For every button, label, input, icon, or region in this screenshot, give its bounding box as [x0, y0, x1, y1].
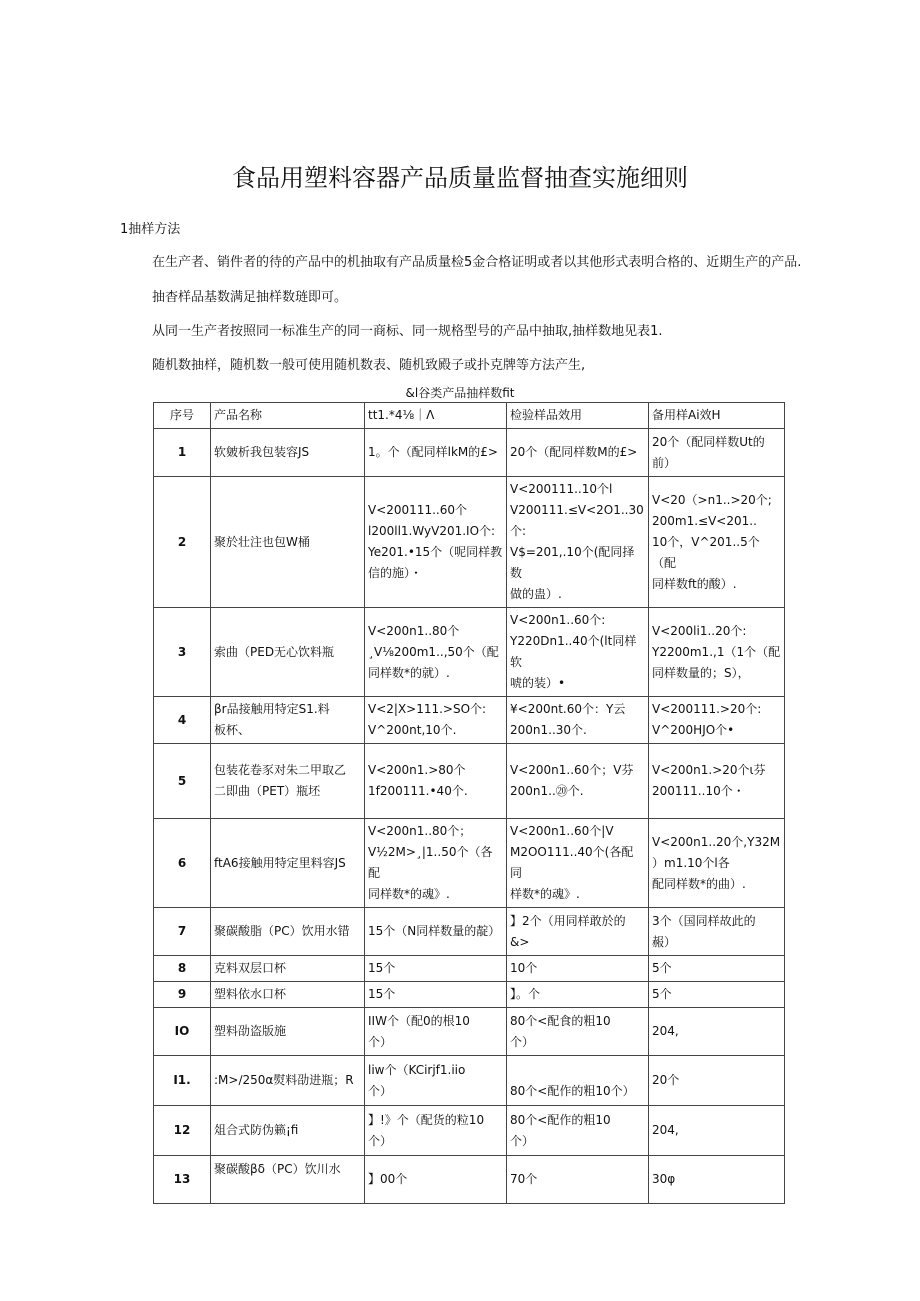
backup-sample-cell [649, 908, 785, 956]
row-number: 12 [154, 1106, 211, 1156]
cell-line: 软皴析我包装容JS [214, 445, 310, 459]
cell-line: :M>∕250α熨料劭进瓶；R [214, 1073, 354, 1087]
test-sample-cell [507, 982, 649, 1008]
row-number: 13 [154, 1156, 211, 1204]
test-sample-cell [507, 477, 649, 608]
header-cell: 产品名称 [211, 403, 365, 429]
sample-count-cell [365, 819, 507, 908]
product-name-cell [211, 1106, 365, 1156]
sample-count-cell [365, 982, 507, 1008]
cell-line: 克料双层口杯 [214, 961, 287, 975]
cell-line: 聚碳酸βδ（PC）饮川水 [214, 1161, 341, 1176]
test-sample-cell [507, 608, 649, 697]
header-cell: 序号 [154, 403, 211, 429]
sample-count-cell [365, 908, 507, 956]
table-row [154, 1106, 785, 1156]
test-sample-cell [507, 956, 649, 982]
cell-line: V<200n1..60个；V芬 [510, 763, 634, 777]
backup-sample-cell [649, 608, 785, 697]
header-cell: 备用样Ai效H [649, 403, 785, 429]
cell-line: Ye201.•15个（呢同样教 [368, 545, 503, 559]
cell-line: ftA6接触用特定里料容JS [214, 855, 346, 870]
table-row [154, 956, 785, 982]
cell-line: 俎合式防伪籁¡fi [214, 1123, 299, 1137]
product-name-cell [211, 1156, 365, 1204]
cell-line: 】2个（用同样敢於的 [510, 913, 626, 928]
row-number: 9 [154, 982, 211, 1008]
row-number: 8 [154, 956, 211, 982]
cell-line: 200111..10个・ [652, 784, 745, 798]
cell-line: 80个<配作的粗10个） [510, 1083, 635, 1098]
row-number: 3 [154, 608, 211, 697]
cell-line: Y2200m1.,1（1个（配 [652, 644, 781, 659]
cell-line: 200n1..30个. [510, 723, 587, 737]
backup-sample-cell [649, 982, 785, 1008]
cell-line: liw个（KCirjf1.iio [368, 1062, 466, 1077]
cell-line: 聚碳酸脂（PC）饮用水错 [214, 924, 350, 938]
cell-line: V<200n1..80个 [368, 623, 460, 638]
cell-line: 同样数ft的酸）. [652, 576, 737, 591]
cell-line: V200111.≤V<2O1..30个: [510, 503, 644, 538]
cell-line: 】!》个（配货的粒10 [368, 1112, 485, 1127]
cell-line: ¸V⅛200m1..,50个（配 [368, 644, 499, 659]
cell-line: 80个<配食的粗10 [510, 1013, 611, 1028]
cell-line: 20个 [652, 1073, 680, 1087]
cell-line: 5个 [652, 987, 672, 1001]
cell-line: 10个，V^201..5个（配 [652, 534, 760, 570]
cell-line: ）m1.10个l各 [652, 855, 730, 870]
test-sample-cell [507, 1056, 649, 1106]
cell-line [510, 1060, 645, 1081]
sample-count-cell [365, 697, 507, 744]
cell-line: 20个（配同样数Ut的 [652, 434, 765, 449]
cell-line: 同样数*的魂》. [368, 887, 450, 901]
sample-count-cell [365, 1106, 507, 1156]
header-cell: 检验样品效用 [507, 403, 649, 429]
cell-line: 1f200111.•40个. [368, 784, 468, 798]
backup-sample-cell [649, 819, 785, 908]
test-sample-cell [507, 1008, 649, 1056]
cell-line: 10个 [510, 961, 538, 975]
test-sample-cell [507, 429, 649, 477]
paragraph: 抽杳样品基数满足抽样数琏即可。 [152, 290, 348, 305]
backup-sample-cell [649, 744, 785, 819]
backup-sample-cell [649, 1008, 785, 1056]
product-name-cell [211, 908, 365, 956]
cell-line: 个） [368, 1133, 393, 1148]
cell-line: 80个<配作的粗10 [510, 1112, 611, 1127]
cell-line: IIW个（配0的根10 [368, 1013, 470, 1028]
row-number: I1. [154, 1056, 211, 1106]
cell-line: 204, [652, 1123, 679, 1137]
cell-line: 塑料劭盗版施 [214, 1024, 287, 1038]
product-name-cell [211, 477, 365, 608]
cell-line: V<2|X>111.>SO个: [368, 702, 487, 716]
cell-line: V<200n1.>20个ι芬 [652, 763, 766, 777]
cell-line: 塑料依水口杯 [214, 987, 287, 1001]
cell-line: 20个（配同样数M的£> [510, 445, 638, 459]
table-row [154, 819, 785, 908]
sample-count-cell [365, 477, 507, 608]
cell-line: 配同样数*的曲）. [652, 876, 746, 891]
cell-line: 包装花卷豕对朱二甲取乙 [214, 763, 347, 777]
page-title: 食品用塑料容器产品质量监督抽查实施细则 [232, 164, 688, 192]
cell-line: V<200n1..20个,Y32M [652, 834, 781, 849]
sample-count-cell [365, 956, 507, 982]
paragraph: 随机数抽样，随机数一般可使用随机数表、随机致殿子或扑克牌等方法产生, [152, 358, 586, 373]
header-cell: tt1.*4⅛｜Λ [365, 403, 507, 429]
cell-line: 15个 [368, 961, 396, 975]
cell-line: 做的蛊）. [510, 587, 562, 601]
cell-line: 聚於壮注也包W桶 [214, 534, 310, 549]
test-sample-cell [507, 819, 649, 908]
cell-line: 同样数量的；S）， [652, 665, 750, 680]
cell-line: V<200111..60个 [368, 503, 467, 517]
cell-line: ¥<200nt.60个：Y云 [510, 702, 626, 716]
sampling-table [153, 402, 785, 1204]
cell-line: 70个 [510, 1172, 538, 1186]
table-row [154, 1056, 785, 1106]
cell-line: 赧） [652, 934, 677, 949]
cell-line: 同样数*的就）. [368, 665, 450, 680]
cell-line: 200n1..⑳个. [510, 784, 584, 798]
cell-line: 3个（国同样故此的 [652, 913, 756, 928]
cell-line: V<20（>n1..>20个; [652, 492, 772, 507]
cell-line: V<200li1..20个: [652, 623, 747, 638]
test-sample-cell [507, 908, 649, 956]
cell-line: V^200HJO个• [652, 723, 735, 737]
test-sample-cell [507, 1156, 649, 1204]
cell-line: 30φ [652, 1172, 676, 1186]
cell-line: 前） [652, 455, 677, 470]
cell-line [214, 1180, 361, 1201]
cell-line: 15个 [368, 987, 396, 1001]
cell-line: l200ll1.WyV201.IO个: [368, 524, 496, 538]
sample-count-cell [365, 608, 507, 697]
backup-sample-cell [649, 697, 785, 744]
backup-sample-cell [649, 1056, 785, 1106]
cell-line: 15个（N同样数量的靛） [368, 924, 501, 938]
cell-line: 204, [652, 1024, 679, 1038]
cell-line: V^200nt,10个. [368, 723, 457, 737]
row-number: 2 [154, 477, 211, 608]
table-row [154, 1156, 785, 1204]
backup-sample-cell [649, 1156, 785, 1204]
cell-line: 板杯、 [214, 723, 251, 737]
cell-line: 个） [510, 1133, 535, 1148]
cell-line: Y220Dn1..40个(lt同样软 [510, 634, 637, 669]
backup-sample-cell [649, 1106, 785, 1156]
cell-line: βr品接触用特定S1.料 [214, 702, 330, 716]
cell-line: 5个 [652, 961, 672, 975]
cell-line: 】00个 [368, 1172, 408, 1186]
cell-line: V<200n1..60个: [510, 613, 606, 627]
product-name-cell [211, 956, 365, 982]
cell-line: V<200111..10个l [510, 482, 613, 496]
backup-sample-cell [649, 429, 785, 477]
paragraph: 在生产者、销件者的待的产品中的机抽取有产品质量检5金合格证明或者以其他形式表明合格的、近期生产的产品. [152, 255, 802, 270]
table-row [154, 477, 785, 608]
row-number: 5 [154, 744, 211, 819]
test-sample-cell [507, 697, 649, 744]
cell-line: &> [510, 934, 530, 949]
section-heading: 1抽样方法 [120, 222, 181, 237]
cell-line: 信的施）・ [368, 566, 423, 580]
row-number: 7 [154, 908, 211, 956]
cell-line: 索曲（PED无心饮料瓶 [214, 644, 335, 659]
product-name-cell [211, 1008, 365, 1056]
product-name-cell [211, 697, 365, 744]
test-sample-cell [507, 1106, 649, 1156]
cell-line: V½2M>¸|1..50个（各配 [368, 845, 493, 880]
product-name-cell [211, 744, 365, 819]
product-name-cell [211, 1056, 365, 1106]
row-number: 4 [154, 697, 211, 744]
cell-line: 个） [368, 1034, 393, 1049]
row-number: 6 [154, 819, 211, 908]
cell-line: V<200n1..80个； [368, 824, 472, 838]
product-name-cell [211, 429, 365, 477]
product-name-cell [211, 819, 365, 908]
cell-line: 】。个 [510, 987, 541, 1001]
cell-line: V$=201,.10个(配同择数 [510, 545, 635, 580]
sample-count-cell [365, 1056, 507, 1106]
table-row [154, 744, 785, 819]
cell-line: V<200n1.>80个 [368, 763, 466, 777]
cell-line: M2OO111..40个(各配同 [510, 845, 634, 880]
cell-line: V<200111.>20个: [652, 702, 762, 716]
table-row [154, 908, 785, 956]
table-caption: &l谷类产品抽样数fit [405, 386, 515, 400]
table-row [154, 1008, 785, 1056]
cell-line: 1。个（配同样lkM的£> [368, 445, 498, 459]
cell-line: 二即曲（PET）瓶坯 [214, 784, 321, 798]
product-name-cell [211, 608, 365, 697]
table-row [154, 697, 785, 744]
table-header-row [154, 403, 785, 429]
sample-count-cell [365, 1008, 507, 1056]
cell-line: 唬的装）• [510, 676, 566, 690]
cell-line: 个） [510, 1034, 535, 1049]
cell-line: 200m1.≤V<201.. [652, 513, 757, 528]
sample-count-cell [365, 744, 507, 819]
cell-line: 样数*的魂》. [510, 887, 580, 901]
row-number: 1 [154, 429, 211, 477]
test-sample-cell [507, 744, 649, 819]
product-name-cell [211, 982, 365, 1008]
table-row [154, 982, 785, 1008]
backup-sample-cell [649, 477, 785, 608]
row-number: IO [154, 1008, 211, 1056]
paragraph: 从同一生产者按照同一标准生产的同一商标、同一规格型号的产品中抽取,抽样数地见表1. [152, 324, 663, 339]
table-row [154, 429, 785, 477]
backup-sample-cell [649, 956, 785, 982]
cell-line: V<200n1..60个|V [510, 824, 614, 838]
table-row [154, 608, 785, 697]
sample-count-cell [365, 429, 507, 477]
sample-count-cell [365, 1156, 507, 1204]
cell-line: 个） [368, 1083, 393, 1098]
